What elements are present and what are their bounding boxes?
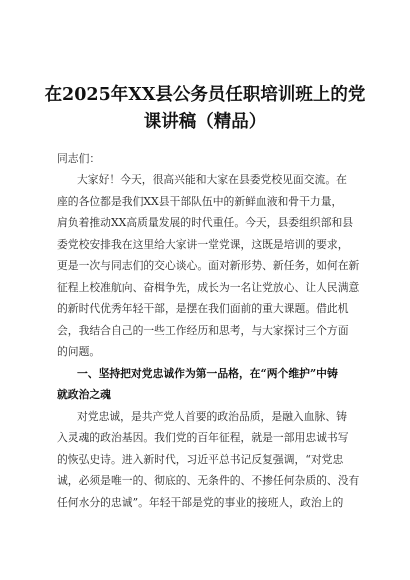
- paragraph-line: 征程上校准航向、奋楫争先，成长为一名让党放心、让人民满意: [57, 280, 360, 294]
- paragraph-line: 对党忠诚，是共产党人首要的政治品质，是融入血脉、铸: [77, 409, 347, 423]
- paragraph-line: 入灵魂的政治基因。我们党的百年征程，就是一部用忠诚书写: [57, 431, 349, 444]
- salutation: 同志们：: [57, 152, 101, 165]
- paragraph-line: 更是一次与同志们的交心谈心。面对新形势、新任务，如何在新: [57, 259, 360, 272]
- document-title: [0, 82, 410, 136]
- title-line-1: 在2025年XX县公务员任职培训班上的党: [44, 85, 366, 105]
- paragraph-line: 会，我结合自己的一些工作经历和思考，与大家探讨三个方面: [57, 323, 349, 337]
- paragraph-line: 委党校安排我在这里给大家讲一堂党课，这既是培训的要求，: [57, 237, 349, 251]
- paragraph-line: 的问题。: [57, 345, 101, 358]
- paragraph-line: 的新时代优秀年轻干部，是摆在我们面前的重大课题。借此机: [57, 302, 349, 315]
- paragraph-line: 大家好！今天，很高兴能和大家在县委党校见面交流。在: [77, 173, 347, 186]
- paragraph-line: 的恢弘史诗。进入新时代，习近平总书记反复强调，“对党忠: [57, 452, 344, 466]
- section-heading-line: 一、坚持把对党忠诚作为第一品格，在“两个维护”中铸: [77, 366, 338, 380]
- paragraph-line: 任何水分的忠诚”。年轻干部是党的事业的接班人，政治上的: [57, 495, 344, 509]
- document-body: [57, 169, 359, 513]
- paragraph-line: 座的各位都是我们XX县干部队伍中的新鲜血液和骨干力量，: [57, 194, 343, 208]
- paragraph-line: 诚，必须是唯一的、彻底的、无条件的、不掺任何杂质的、没有: [57, 474, 360, 487]
- paragraph-line: 肩负着推动XX高质量发展的时代重任。今天，县委组织部和县: [57, 216, 354, 229]
- section-heading-line: 就政治之魂: [57, 388, 111, 401]
- title-line-2: 课讲稿（精品）: [143, 112, 267, 132]
